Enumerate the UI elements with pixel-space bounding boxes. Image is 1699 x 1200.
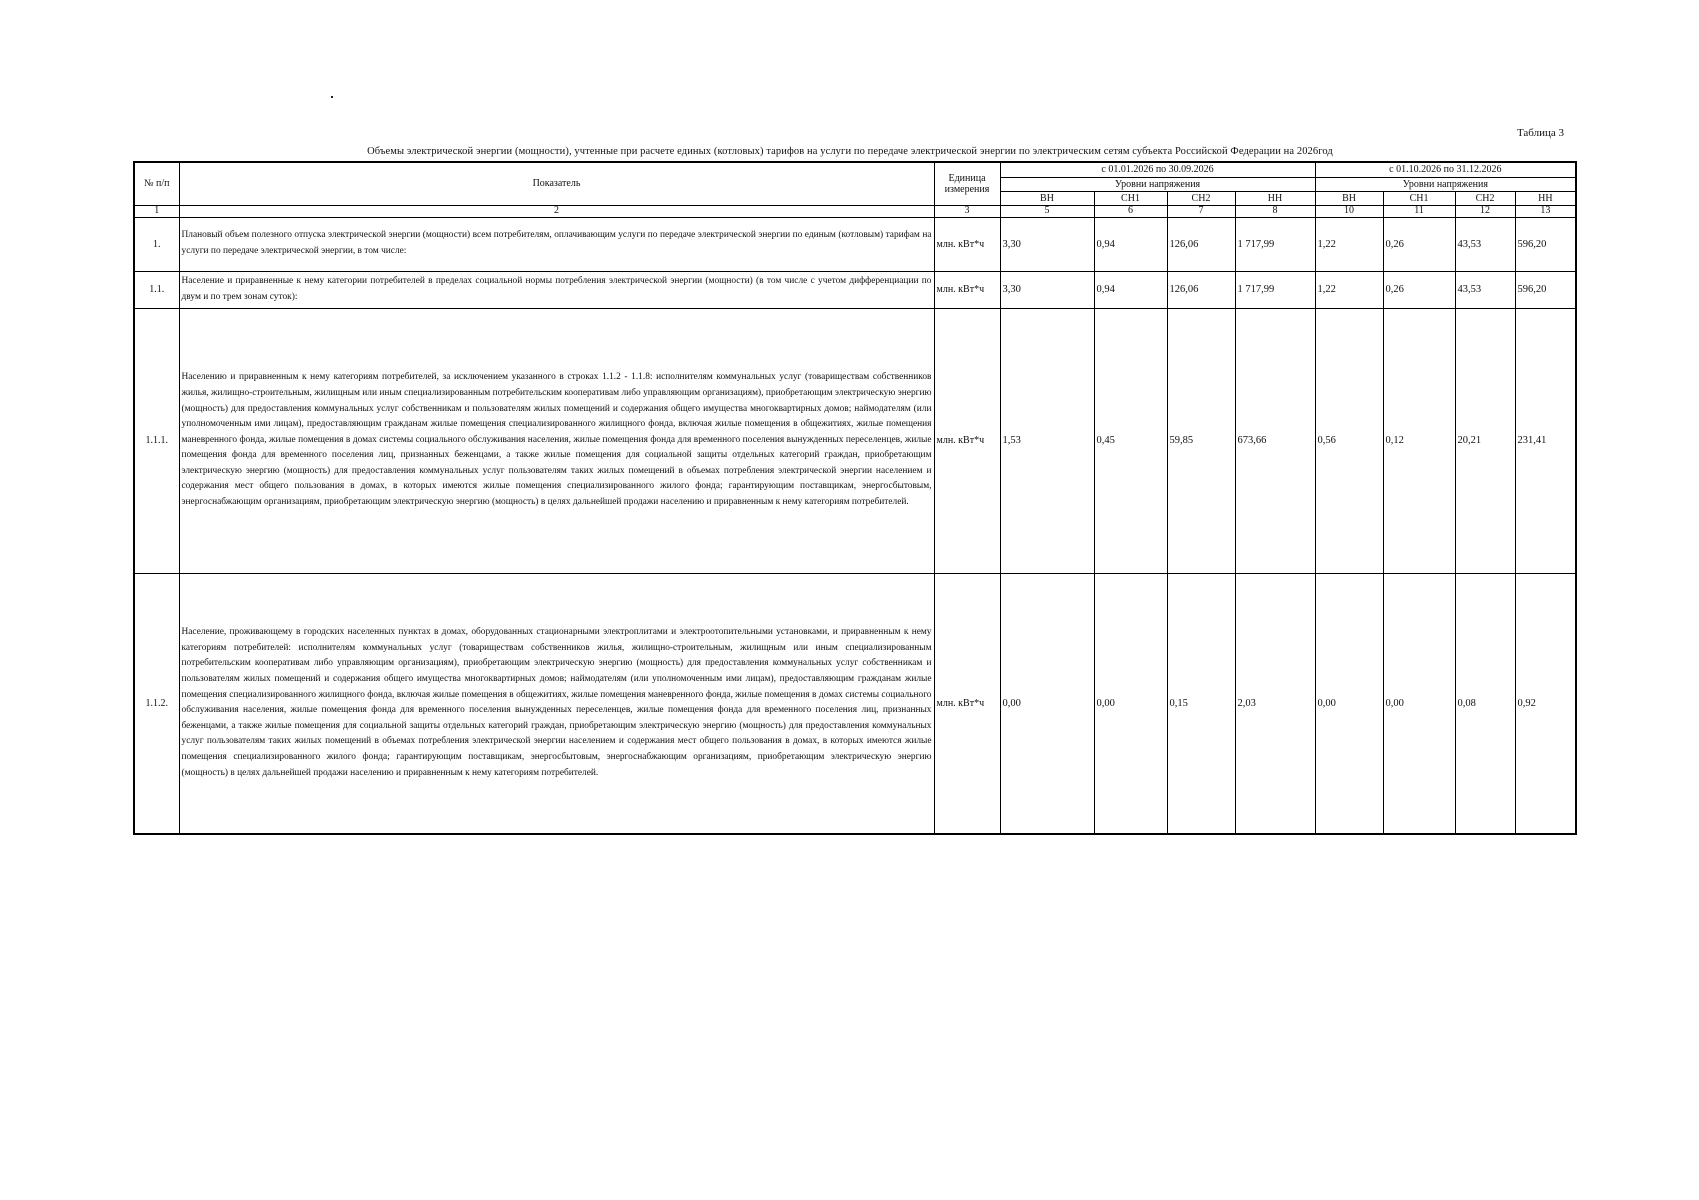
value-cell: 0,00	[1000, 573, 1094, 834]
value-cell: 0,56	[1315, 308, 1383, 573]
header-level-sn2: СН2	[1455, 191, 1515, 205]
value-cell: 1,22	[1315, 271, 1383, 308]
header-voltage-levels-1: Уровни напряжения	[1000, 177, 1315, 191]
column-number: 11	[1383, 205, 1455, 217]
column-number: 1	[134, 205, 179, 217]
row-indicator-text: Население и приравненные к нему категории потребителей в пределах социальной нормы потребления электрической энергии (мощности) (в том числе с учетом дифференциации по двум и по трем зонам суток):	[179, 271, 934, 308]
column-number: 3	[934, 205, 1000, 217]
value-cell: 3,30	[1000, 217, 1094, 271]
value-cell: 20,21	[1455, 308, 1515, 573]
header-level-sn1: СН1	[1094, 191, 1167, 205]
row-index: 1.	[134, 217, 179, 271]
value-cell: 0,00	[1315, 573, 1383, 834]
tariff-volume-table	[133, 161, 1577, 835]
row-indicator-text: Населению и приравненным к нему категориям потребителей, за исключением указанного в строках 1.1.2 - 1.1.8: исполнителям коммунальных услуг (товариществам собственников жилья, жилищно-строительным, жилищным или иным специализированным потребительским кооперативам либо управляющим организациям), приобретающим электрическую энергию (мощность) для предоставления коммунальных услуг собственникам и пользователям жилых помещений и содержания общего имущества многоквартирных домов; наймодателям (или уполномоченным ими лицам), предоставляющим гражданам жилые помещения специализированного жилищного фонда, включая жилые помещения в общежитиях, жилые помещения маневренного фонда, жилые помещения в домах системы социального обслуживания населения, жилые помещения фонда для временного поселения вынужденных переселенцев, жилые помещения фонда для временного поселения лиц, признанных беженцами, а также жилые помещения для социальной защиты отдельных категорий граждан, приобретающим электрическую энергию (мощность) для предоставления коммунальных услуг пользователям таких жилых помещений в объемах потребления электрической энергии населением и содержания мест общего пользования в домах, в которых имеются жилые помещения специализированного жилого фонда; гарантирующим поставщикам, энергосбытовым, энергоснабжающим организациям, приобретающим электрическую энергию (мощность) в целях дальнейшей продажи населению и приравненным к нему категориям потребителей.	[179, 308, 934, 573]
value-cell: 2,03	[1235, 573, 1315, 834]
row-unit: млн. кВт*ч	[934, 308, 1000, 573]
header-level-nn: НН	[1235, 191, 1315, 205]
value-cell: 126,06	[1167, 217, 1235, 271]
value-cell: 596,20	[1515, 271, 1576, 308]
value-cell: 59,85	[1167, 308, 1235, 573]
scan-speck	[331, 96, 333, 98]
header-voltage-levels-2: Уровни напряжения	[1315, 177, 1576, 191]
value-cell: 0,26	[1383, 271, 1455, 308]
value-cell: 0,00	[1383, 573, 1455, 834]
column-number: 5	[1000, 205, 1094, 217]
value-cell: 0,94	[1094, 271, 1167, 308]
column-number: 2	[179, 205, 934, 217]
column-number: 12	[1455, 205, 1515, 217]
header-period-1: с 01.01.2026 по 30.09.2026	[1000, 162, 1315, 177]
header-unit: Единица измерения	[934, 162, 1000, 205]
row-index: 1.1.2.	[134, 573, 179, 834]
value-cell: 1 717,99	[1235, 217, 1315, 271]
table-row	[134, 308, 1576, 573]
value-cell: 1,22	[1315, 217, 1383, 271]
value-cell: 1 717,99	[1235, 271, 1315, 308]
row-unit: млн. кВт*ч	[934, 573, 1000, 834]
header-level-sn1: СН1	[1383, 191, 1455, 205]
value-cell: 0,45	[1094, 308, 1167, 573]
table-number: Таблица 3	[1516, 127, 1564, 139]
value-cell: 0,92	[1515, 573, 1576, 834]
value-cell: 0,26	[1383, 217, 1455, 271]
value-cell: 673,66	[1235, 308, 1315, 573]
table-row	[134, 573, 1576, 834]
row-indicator-text: Плановый объем полезного отпуска электрической энергии (мощности) всем потребителям, оплачивающим услуги по передаче электрической энергии по единым (котловым) тарифам на услуги по передаче электрической энергии, в том числе:	[179, 217, 934, 271]
row-unit: млн. кВт*ч	[934, 217, 1000, 271]
table-row	[134, 217, 1576, 271]
value-cell: 1,53	[1000, 308, 1094, 573]
header-level-nn: НН	[1515, 191, 1576, 205]
value-cell: 0,00	[1094, 573, 1167, 834]
value-cell: 596,20	[1515, 217, 1576, 271]
column-number: 6	[1094, 205, 1167, 217]
row-index: 1.1.1.	[134, 308, 179, 573]
header-period-2: с 01.10.2026 по 31.12.2026	[1315, 162, 1576, 177]
row-index: 1.1.	[134, 271, 179, 308]
header-level-vn: ВН	[1000, 191, 1094, 205]
column-number: 8	[1235, 205, 1315, 217]
header-num: № п/п	[134, 162, 179, 205]
header-level-sn2: СН2	[1167, 191, 1235, 205]
value-cell: 43,53	[1455, 217, 1515, 271]
row-unit: млн. кВт*ч	[934, 271, 1000, 308]
value-cell: 0,94	[1094, 217, 1167, 271]
value-cell: 3,30	[1000, 271, 1094, 308]
value-cell: 126,06	[1167, 271, 1235, 308]
value-cell: 43,53	[1455, 271, 1515, 308]
header-level-vn: ВН	[1315, 191, 1383, 205]
row-indicator-text: Население, проживающему в городских населенных пунктах в домах, оборудованных стационарными электроплитами и электроотопительными установками, и приравненным к нему категориям потребителей: исполнителям коммунальных услуг (товариществам собственников жилья, жилищно-строительным, жилищным или иным специализированным потребительским кооперативам либо управляющим организациям), приобретающим электрическую энергию (мощность) для предоставления коммунальных услуг собственникам и пользователям жилых помещений и содержания общего имущества многоквартирных домов; наймодателям (или уполномоченным ими лицам), предоставляющим гражданам жилые помещения специализированного жилищного фонда, включая жилые помещения в общежитиях, жилые помещения маневренного фонда, жилые помещения в домах системы социального обслуживания населения, жилые помещения фонда для временного поселения вынужденных переселенцев, жилые помещения фонда для временного поселения лиц, признанных беженцами, а также жилые помещения для социальной защиты отдельных категорий граждан, приобретающим электрическую энергию (мощность) для предоставления коммунальных услуг пользователям таких жилых помещений в объемах потребления электрической энергии населением и содержания мест общего пользования в домах, в которых имеются жилые помещения специализированного жилого фонда; гарантирующим поставщикам, энергосбытовым, энергоснабжающим организациям, приобретающим электрическую энергию (мощность) в целях дальнейшей продажи населению и приравненным к нему категориям потребителей.	[179, 573, 934, 834]
value-cell: 0,15	[1167, 573, 1235, 834]
header-indicator: Показатель	[179, 162, 934, 205]
value-cell: 0,12	[1383, 308, 1455, 573]
column-number: 13	[1515, 205, 1576, 217]
table-row	[134, 271, 1576, 308]
column-number: 7	[1167, 205, 1235, 217]
document-title: Объемы электрической энергии (мощности), учтенные при расчете единых (котловых) тарифов на услуги по передаче электрической энергии по электрическим сетям субъекта Российской Федерации на 2026год	[367, 146, 1333, 157]
value-cell: 0,08	[1455, 573, 1515, 834]
column-number: 10	[1315, 205, 1383, 217]
value-cell: 231,41	[1515, 308, 1576, 573]
